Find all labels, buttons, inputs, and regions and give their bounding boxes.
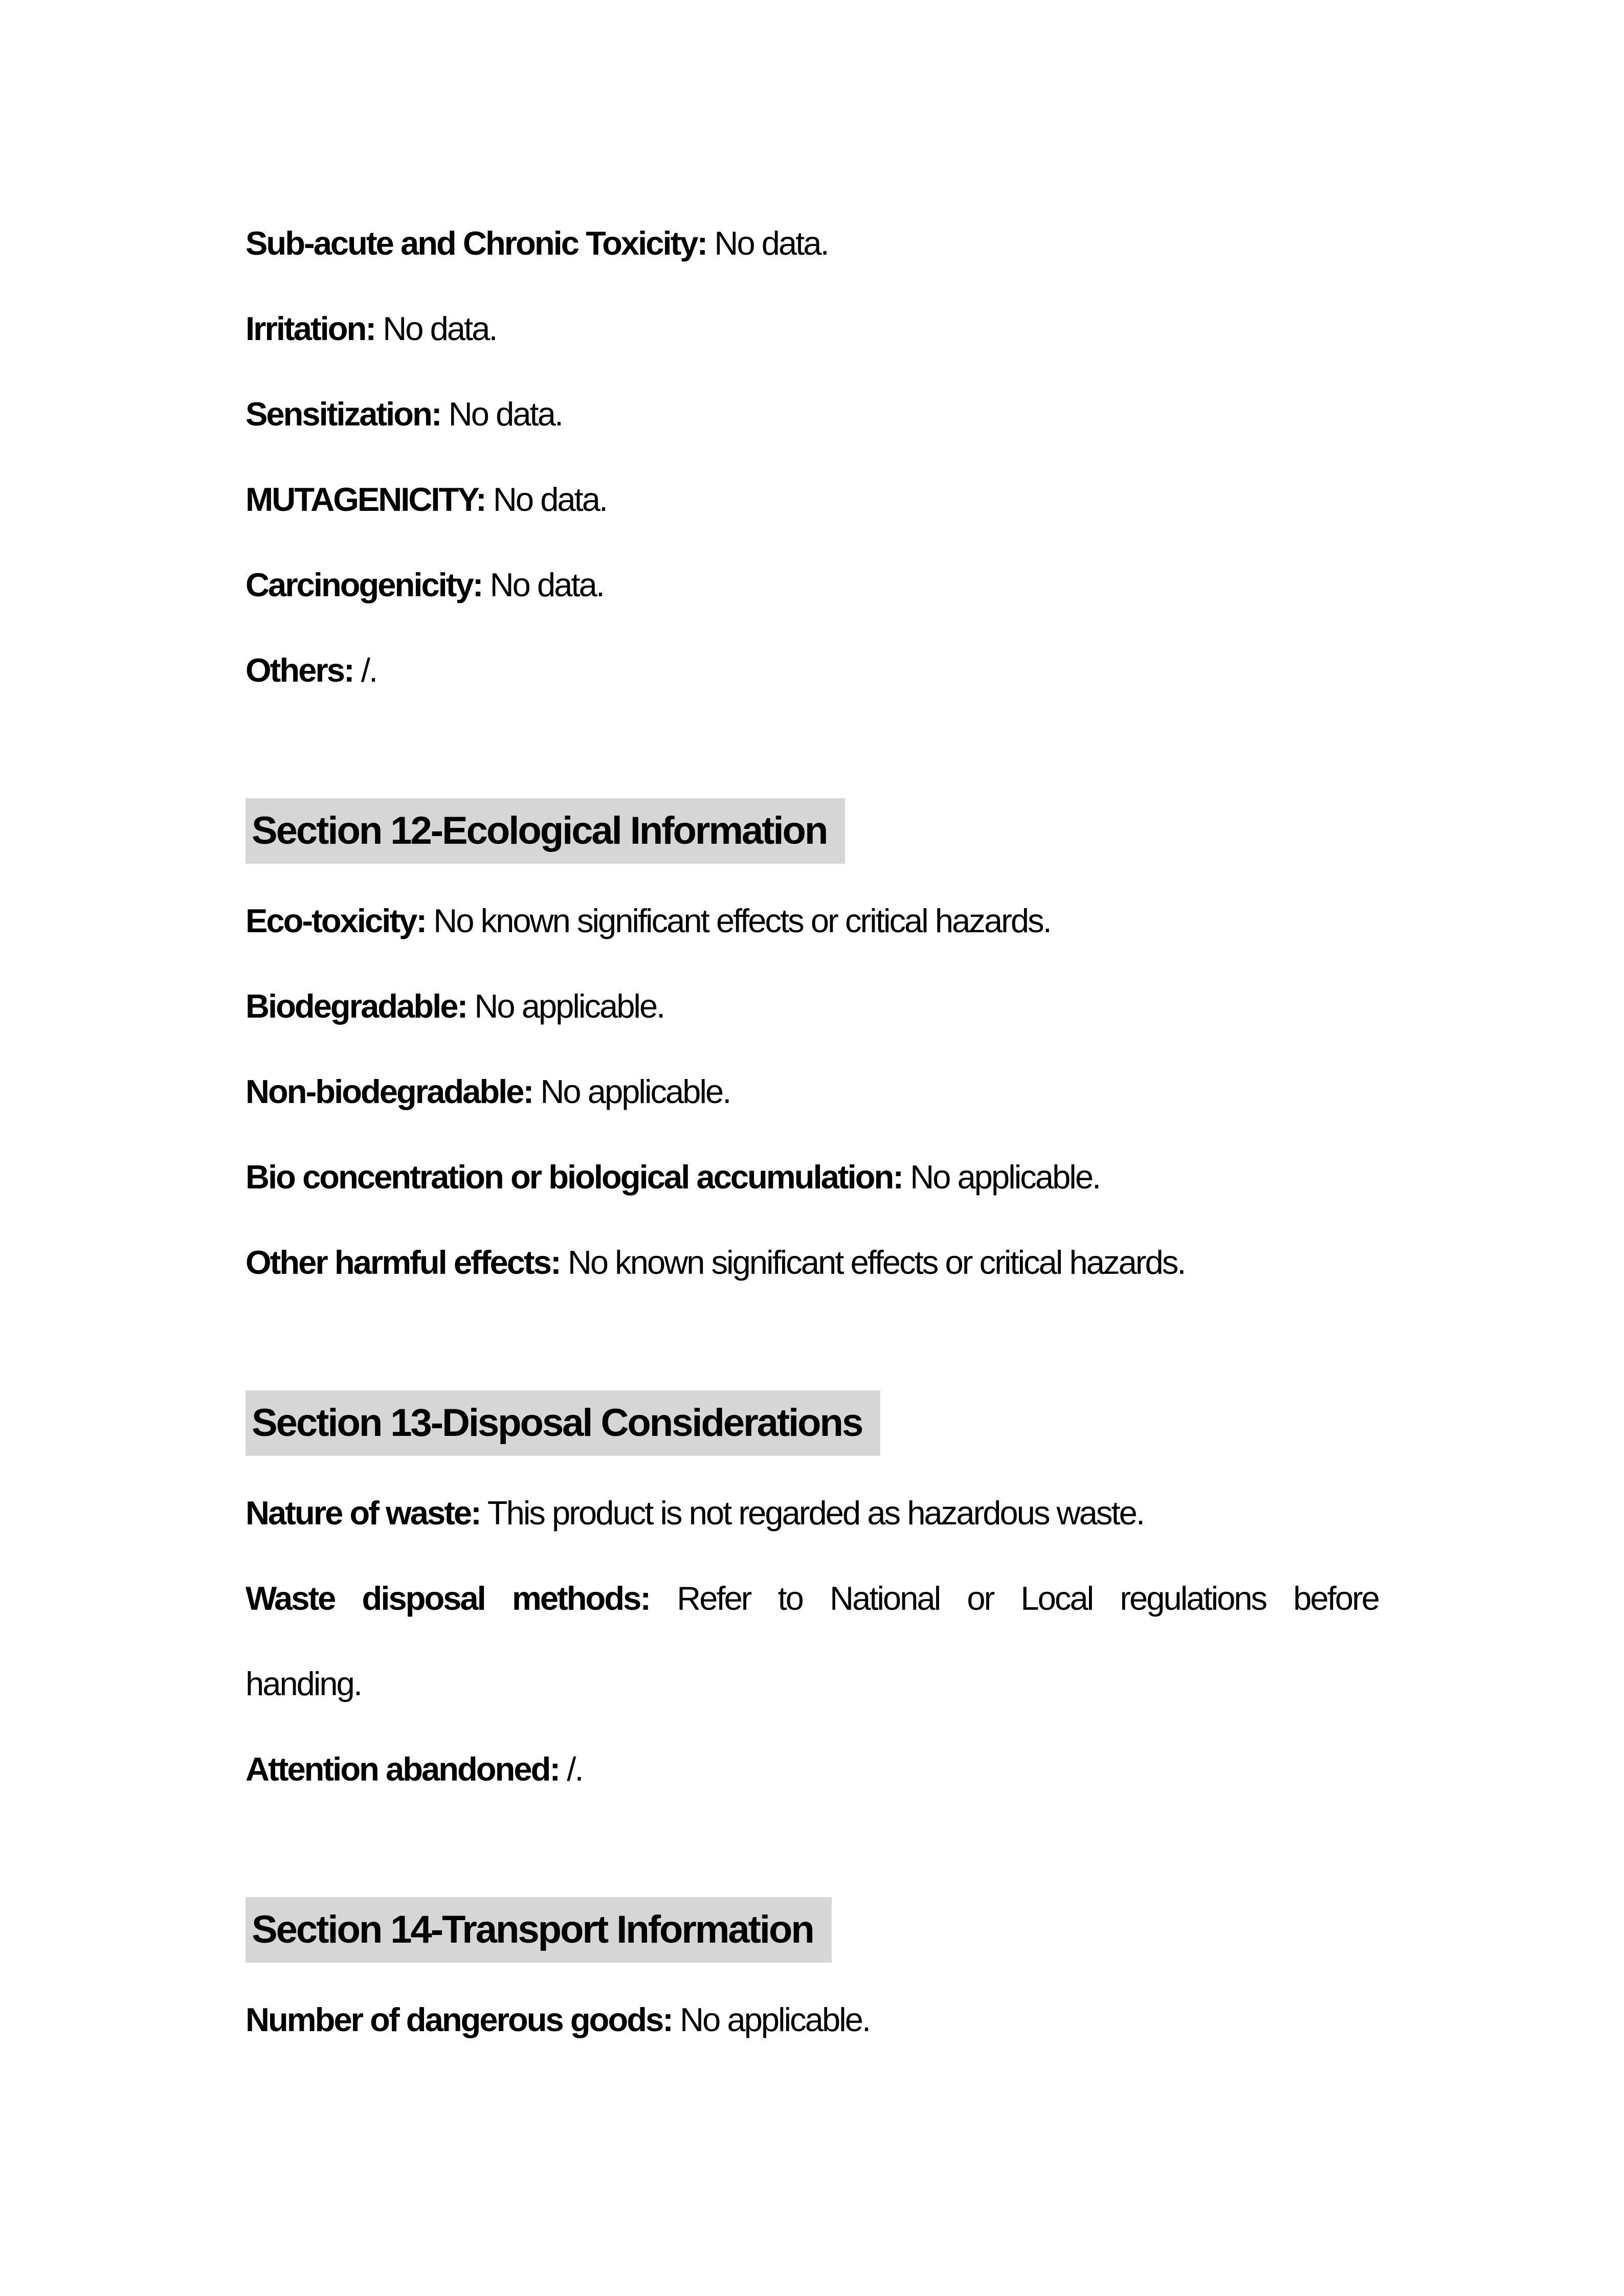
field-label: Nature of waste: <box>246 1494 480 1532</box>
field-label: Others: <box>246 651 353 689</box>
field-row-sensitization <box>246 371 1378 457</box>
section-14-heading-row <box>246 1897 1378 1963</box>
field-row-carcinogenicity <box>246 542 1378 627</box>
field-value: /. <box>361 651 377 689</box>
field-row-number-of-dangerous-goods <box>246 1977 1378 2062</box>
blank-line <box>246 713 1378 798</box>
field-value: No applicable. <box>474 987 664 1025</box>
field-value: No applicable. <box>680 2001 870 2038</box>
field-value: No applicable. <box>910 1158 1100 1196</box>
field-label: Bio concentration or biological accumulation: <box>246 1158 903 1196</box>
field-row-irritation <box>246 286 1378 371</box>
section-14-heading: Section 14-Transport Information <box>246 1897 832 1963</box>
field-value: This product is not regarded as hazardous waste. <box>487 1494 1144 1532</box>
field-label: Sub-acute and Chronic Toxicity: <box>246 224 707 262</box>
field-row-bio-concentration <box>246 1134 1378 1220</box>
section-13-heading: Section 13-Disposal Considerations <box>246 1390 880 1456</box>
field-row-waste-disposal-methods-line2 <box>246 1641 1378 1726</box>
field-value: No data. <box>714 224 828 262</box>
field-row-eco-toxicity <box>246 878 1378 963</box>
field-label: Attention abandoned: <box>246 1750 560 1788</box>
field-label: Eco-toxicity: <box>246 902 426 939</box>
field-label: Non-biodegradable: <box>246 1073 533 1110</box>
field-row-nature-of-waste <box>246 1470 1378 1556</box>
field-label: Sensitization: <box>246 395 441 433</box>
field-value: No applicable. <box>540 1073 730 1110</box>
field-value: No known significant effects or critical hazards. <box>567 1244 1185 1281</box>
blank-line <box>246 1812 1378 1897</box>
field-row-non-biodegradable <box>246 1049 1378 1134</box>
section-12-heading-row <box>246 798 1378 864</box>
field-value: No data. <box>448 395 563 433</box>
blank-line <box>246 1305 1378 1390</box>
field-value: handing. <box>246 1665 361 1702</box>
field-value: No data. <box>490 566 604 603</box>
section-12-heading: Section 12-Ecological Information <box>246 798 845 864</box>
field-label: MUTAGENICITY: <box>246 481 485 518</box>
field-value: No data. <box>493 481 607 518</box>
field-label: Waste disposal methods: <box>246 1580 650 1617</box>
field-label: Biodegradable: <box>246 987 467 1025</box>
field-row-attention-abandoned <box>246 1726 1378 1812</box>
field-row-waste-disposal-methods-line1 <box>246 1556 1378 1641</box>
field-row-other-harmful-effects <box>246 1220 1378 1305</box>
field-row-mutagenicity <box>246 457 1378 542</box>
field-value: /. <box>567 1750 583 1788</box>
field-label: Other harmful effects: <box>246 1244 560 1281</box>
field-value: No known significant effects or critical hazards. <box>433 902 1051 939</box>
field-label: Number of dangerous goods: <box>246 2001 672 2038</box>
field-row-subacute-chronic-toxicity <box>246 200 1378 286</box>
field-label: Irritation: <box>246 310 375 347</box>
field-label: Carcinogenicity: <box>246 566 482 603</box>
section-13-heading-row <box>246 1390 1378 1456</box>
field-row-others <box>246 627 1378 713</box>
field-value: Refer to National or Local regulations before <box>677 1580 1379 1617</box>
field-value: No data. <box>383 310 497 347</box>
field-row-biodegradable <box>246 963 1378 1049</box>
